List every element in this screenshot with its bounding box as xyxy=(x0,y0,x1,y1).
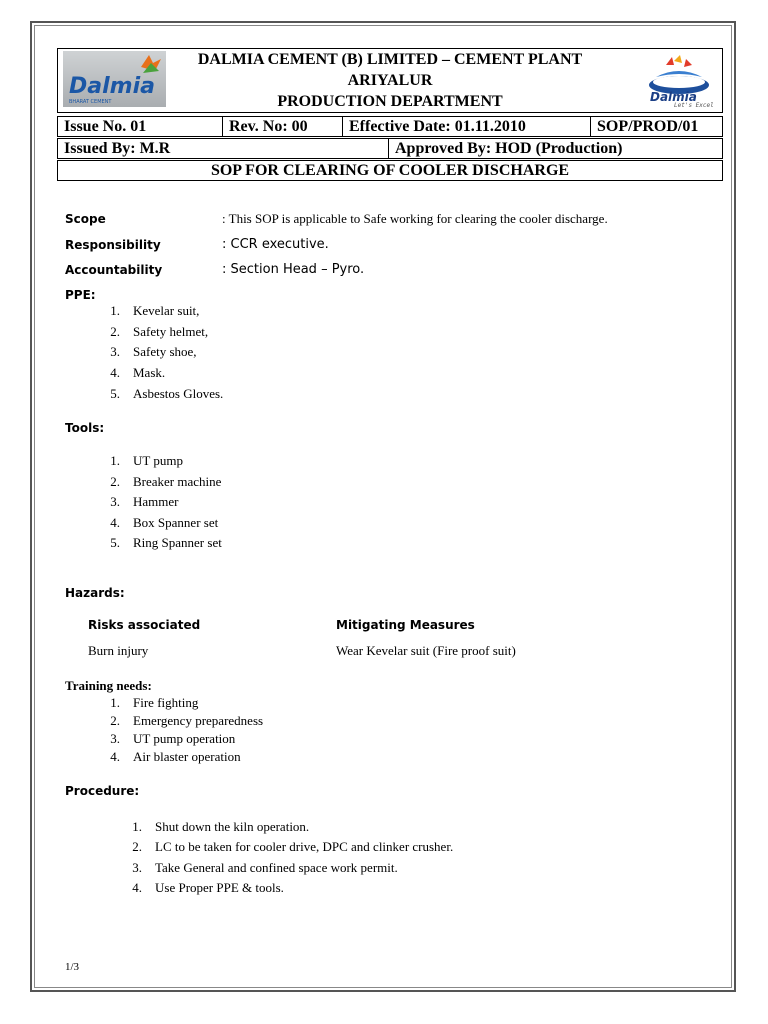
logo-left-wordmark: Dalmia xyxy=(69,74,155,99)
training-heading: Training needs: xyxy=(65,678,152,693)
scope-label: Scope xyxy=(65,212,106,226)
tools-heading: Tools: xyxy=(65,421,105,435)
sop-title: SOP FOR CLEARING OF COOLER DISCHARGE xyxy=(210,162,570,179)
company-name: DALMIA CEMENT (B) LIMITED – CEMENT PLANT xyxy=(197,51,583,68)
accountability-label: Accountability xyxy=(65,263,163,277)
department-name: PRODUCTION DEPARTMENT xyxy=(277,93,503,110)
logo-right-wordmark: Dalmia xyxy=(650,90,697,104)
effective-date: Effective Date: 01.11.2010 xyxy=(342,117,590,136)
ppe-heading: PPE: xyxy=(65,288,96,302)
responsibility-label: Responsibility xyxy=(65,238,161,252)
measure-item: Wear Kevelar suit (Fire proof suit) xyxy=(336,643,516,658)
issued-by: Issued By: M.R xyxy=(64,140,171,157)
logo-right-tagline: Let's Excel xyxy=(674,102,714,107)
scope-value: : This SOP is applicable to Safe working for clearing the cooler discharge. xyxy=(222,211,608,226)
responsibility-value: : CCR executive. xyxy=(222,237,329,252)
accountability-value: : Section Head – Pyro. xyxy=(222,262,365,277)
revision-number: Rev. No: 00 xyxy=(222,117,342,136)
approved-by: Approved By: HOD (Production) xyxy=(388,139,722,158)
plant-location: ARIYALUR xyxy=(347,72,433,89)
approval-row xyxy=(57,138,723,159)
risks-header: Risks associated xyxy=(88,618,201,632)
issue-info-row xyxy=(57,116,723,137)
procedure-heading: Procedure: xyxy=(65,784,140,798)
sop-code: SOP/PROD/01 xyxy=(590,117,722,136)
logo-left-subtext: BHARAT CEMENT xyxy=(69,99,112,105)
issue-number: Issue No. 01 xyxy=(64,118,147,135)
sop-title-row xyxy=(57,160,723,181)
measures-header: Mitigating Measures xyxy=(336,618,475,632)
risk-item: Burn injury xyxy=(88,643,149,658)
hazards-heading: Hazards: xyxy=(65,586,125,600)
page-number: 1/3 xyxy=(65,961,80,973)
